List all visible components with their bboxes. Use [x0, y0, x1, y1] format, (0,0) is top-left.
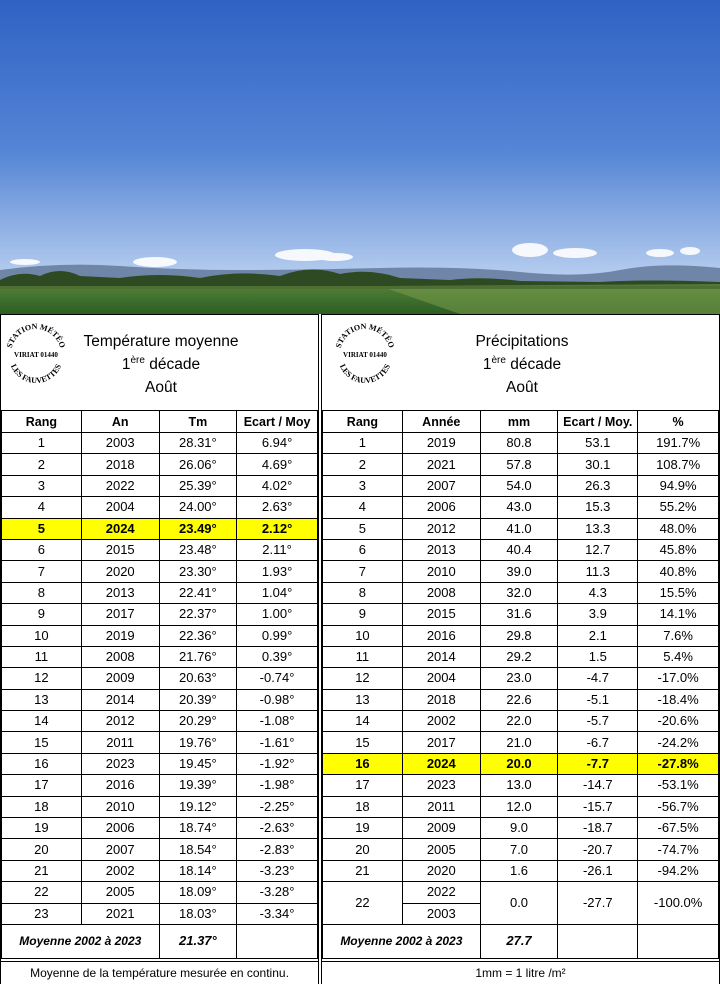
year-cell: 2008	[402, 582, 480, 603]
mm-cell: 57.8	[480, 454, 558, 475]
percent-cell: -56.7%	[638, 796, 719, 817]
stamp-line-3: LES FAUVETTES	[337, 362, 393, 386]
rank-cell: 1	[2, 433, 82, 454]
table-row	[2, 433, 318, 454]
mm-cell: 40.4	[480, 539, 558, 560]
year-cell: 2009	[81, 668, 159, 689]
percent-cell: 94.9%	[638, 475, 719, 496]
year-cell: 2014	[402, 646, 480, 667]
ecart-cell: -3.28°	[237, 882, 318, 903]
ecart-cell: -3.23°	[237, 860, 318, 881]
ecart-cell: -7.7	[558, 753, 638, 774]
year-cell: 2012	[402, 518, 480, 539]
ecart-cell: -2.83°	[237, 839, 318, 860]
year-cell: 2017	[81, 604, 159, 625]
table-row	[2, 454, 318, 475]
table-row	[323, 732, 719, 753]
tm-cell: 21.76°	[159, 646, 237, 667]
rank-cell: 4	[2, 497, 82, 518]
mm-cell: 54.0	[480, 475, 558, 496]
rank-cell: 3	[2, 475, 82, 496]
tm-cell: 24.00°	[159, 497, 237, 518]
tm-cell: 23.48°	[159, 539, 237, 560]
ecart-cell: 2.11°	[237, 539, 318, 560]
average-value: 21.37°	[159, 924, 237, 958]
rank-cell: 4	[323, 497, 403, 518]
table-row	[2, 903, 318, 924]
table-row	[2, 732, 318, 753]
year-cell: 2009	[402, 818, 480, 839]
percent-cell: -100.0%	[638, 882, 719, 925]
rank-cell: 9	[323, 604, 403, 625]
tm-cell: 18.74°	[159, 818, 237, 839]
year-cell: 2007	[402, 475, 480, 496]
ecart-cell: -1.08°	[237, 711, 318, 732]
tm-cell: 25.39°	[159, 475, 237, 496]
year-cell: 2011	[81, 732, 159, 753]
year-cell: 2018	[402, 689, 480, 710]
tm-cell: 20.39°	[159, 689, 237, 710]
year-cell: 2018	[81, 454, 159, 475]
year-cell: 2003	[402, 903, 480, 924]
ecart-cell: 30.1	[558, 454, 638, 475]
table-row	[323, 539, 719, 560]
percent-cell: 55.2%	[638, 497, 719, 518]
temperature-panel	[0, 314, 319, 984]
table-row	[323, 518, 719, 539]
mm-cell: 29.8	[480, 625, 558, 646]
tm-cell: 19.12°	[159, 796, 237, 817]
column-header-percent: %	[638, 411, 719, 433]
table-row	[323, 668, 719, 689]
temperature-table	[1, 410, 318, 959]
ecart-cell: -1.92°	[237, 753, 318, 774]
percent-cell: -24.2%	[638, 732, 719, 753]
temperature-decade: 1ère décade	[121, 354, 201, 373]
ecart-cell: -5.1	[558, 689, 638, 710]
year-cell: 2010	[402, 561, 480, 582]
ecart-cell: 2.12°	[237, 518, 318, 539]
year-cell: 2015	[81, 539, 159, 560]
year-cell: 2021	[81, 903, 159, 924]
tm-cell: 19.39°	[159, 775, 237, 796]
ecart-cell: -18.7	[558, 818, 638, 839]
table-row	[2, 475, 318, 496]
ecart-cell: -1.98°	[237, 775, 318, 796]
mm-cell: 39.0	[480, 561, 558, 582]
column-header-mm: mm	[480, 411, 558, 433]
percent-cell: -20.6%	[638, 711, 719, 732]
year-cell: 2006	[402, 497, 480, 518]
percent-cell: -67.5%	[638, 818, 719, 839]
rank-cell: 1	[323, 433, 403, 454]
ecart-cell: 0.39°	[237, 646, 318, 667]
rank-cell: 6	[2, 539, 82, 560]
tm-cell: 19.45°	[159, 753, 237, 774]
average-value: 27.7	[480, 924, 558, 958]
stamp-line-1: STATION MÉTÉO	[333, 321, 397, 349]
mm-cell: 31.6	[480, 604, 558, 625]
percent-cell: -27.8%	[638, 753, 719, 774]
percent-cell: 7.6%	[638, 625, 719, 646]
ecart-cell: 4.3	[558, 582, 638, 603]
rank-cell: 10	[2, 625, 82, 646]
ecart-cell: 1.00°	[237, 604, 318, 625]
year-cell: 2023	[81, 753, 159, 774]
ecart-cell: -15.7	[558, 796, 638, 817]
table-row	[323, 561, 719, 582]
rank-cell: 8	[2, 582, 82, 603]
rank-cell: 14	[323, 711, 403, 732]
year-cell: 2006	[81, 818, 159, 839]
rank-cell: 6	[323, 539, 403, 560]
year-cell: 2019	[402, 433, 480, 454]
average-label: Moyenne 2002 à 2023	[323, 924, 481, 958]
rank-cell: 17	[323, 775, 403, 796]
station-stamp-icon	[332, 320, 398, 386]
column-header-rank: Rang	[323, 411, 403, 433]
table-row	[2, 882, 318, 903]
svg-text:LES FAUVETTES	[338, 362, 392, 385]
rank-cell: 5	[323, 518, 403, 539]
ecart-cell: 2.63°	[237, 497, 318, 518]
mm-cell: 7.0	[480, 839, 558, 860]
ecart-cell: 26.3	[558, 475, 638, 496]
precipitation-title: Précipitations	[475, 333, 569, 350]
mm-cell: 12.0	[480, 796, 558, 817]
year-cell: 2022	[81, 475, 159, 496]
percent-cell: 15.5%	[638, 582, 719, 603]
year-cell: 2013	[81, 582, 159, 603]
rank-cell: 2	[323, 454, 403, 475]
year-cell: 2002	[81, 860, 159, 881]
ecart-cell: -5.7	[558, 711, 638, 732]
year-cell: 2023	[402, 775, 480, 796]
ecart-cell: 3.9	[558, 604, 638, 625]
table-row	[323, 625, 719, 646]
table-row	[2, 753, 318, 774]
year-cell: 2020	[402, 860, 480, 881]
percent-cell: -74.7%	[638, 839, 719, 860]
table-row	[323, 604, 719, 625]
ecart-cell: -1.61°	[237, 732, 318, 753]
tm-cell: 28.31°	[159, 433, 237, 454]
mm-cell: 80.8	[480, 433, 558, 454]
ecart-cell: -20.7	[558, 839, 638, 860]
ecart-cell: 15.3	[558, 497, 638, 518]
rank-cell: 23	[2, 903, 82, 924]
stamp-line-3: LES FAUVETTES	[8, 362, 64, 386]
tm-cell: 19.76°	[159, 732, 237, 753]
precipitation-month: Août	[506, 379, 538, 396]
stamp-line-2: VIRIAT 01440	[343, 351, 387, 359]
mm-cell: 29.2	[480, 646, 558, 667]
rank-cell: 15	[2, 732, 82, 753]
ecart-cell: -26.1	[558, 860, 638, 881]
ecart-cell: -27.7	[558, 882, 638, 925]
rank-cell: 20	[2, 839, 82, 860]
year-cell: 2024	[402, 753, 480, 774]
rank-cell: 21	[2, 860, 82, 881]
rank-cell: 11	[323, 646, 403, 667]
tm-cell: 18.14°	[159, 860, 237, 881]
table-row	[2, 582, 318, 603]
ecart-cell: -4.7	[558, 668, 638, 689]
year-cell: 2004	[402, 668, 480, 689]
table-row	[2, 796, 318, 817]
mm-cell: 1.6	[480, 860, 558, 881]
table-row	[323, 433, 719, 454]
percent-cell: 14.1%	[638, 604, 719, 625]
year-cell: 2020	[81, 561, 159, 582]
year-cell: 2015	[402, 604, 480, 625]
column-header-rank: Rang	[2, 411, 82, 433]
percent-cell: -53.1%	[638, 775, 719, 796]
year-cell: 2013	[402, 539, 480, 560]
year-cell: 2002	[402, 711, 480, 732]
rank-cell: 7	[323, 561, 403, 582]
table-row	[2, 518, 318, 539]
ecart-cell: -0.74°	[237, 668, 318, 689]
year-cell: 2021	[402, 454, 480, 475]
svg-text:STATION MÉTÉO	[5, 322, 67, 349]
temperature-title: Température moyenne	[83, 333, 239, 350]
table-row	[2, 646, 318, 667]
tm-cell: 18.09°	[159, 882, 237, 903]
rank-cell: 20	[323, 839, 403, 860]
ecart-cell: 1.5	[558, 646, 638, 667]
year-cell: 2019	[81, 625, 159, 646]
rank-cell: 3	[323, 475, 403, 496]
table-row	[323, 839, 719, 860]
svg-text:LES FAUVETTES	[9, 362, 63, 385]
table-row	[2, 839, 318, 860]
rank-cell: 16	[323, 753, 403, 774]
mm-cell: 41.0	[480, 518, 558, 539]
rank-cell: 22	[2, 882, 82, 903]
ecart-cell: -0.98°	[237, 689, 318, 710]
year-cell: 2005	[402, 839, 480, 860]
rank-cell: 9	[2, 604, 82, 625]
ecart-cell: 0.99°	[237, 625, 318, 646]
column-header-tm: Tm	[159, 411, 237, 433]
rank-cell: 12	[2, 668, 82, 689]
stamp-line-2: VIRIAT 01440	[14, 351, 58, 359]
year-cell: 2017	[402, 732, 480, 753]
ecart-cell: 12.7	[558, 539, 638, 560]
table-row	[2, 711, 318, 732]
ecart-cell: 6.94°	[237, 433, 318, 454]
table-row	[2, 818, 318, 839]
percent-cell: -17.0%	[638, 668, 719, 689]
tm-cell: 22.41°	[159, 582, 237, 603]
ecart-cell: -6.7	[558, 732, 638, 753]
mm-cell: 22.6	[480, 689, 558, 710]
table-row	[2, 689, 318, 710]
table-row	[323, 475, 719, 496]
table-row	[2, 625, 318, 646]
precipitation-panel	[321, 314, 720, 984]
year-cell: 2012	[81, 711, 159, 732]
table-row	[2, 561, 318, 582]
percent-cell: -18.4%	[638, 689, 719, 710]
year-cell: 2008	[81, 646, 159, 667]
rank-cell: 19	[323, 818, 403, 839]
average-label: Moyenne 2002 à 2023	[2, 924, 160, 958]
year-cell: 2011	[402, 796, 480, 817]
mm-cell: 22.0	[480, 711, 558, 732]
temperature-average-row	[2, 924, 318, 958]
tm-cell: 18.54°	[159, 839, 237, 860]
ecart-cell: 11.3	[558, 561, 638, 582]
tm-cell: 22.37°	[159, 604, 237, 625]
table-row	[323, 454, 719, 475]
year-cell: 2003	[81, 433, 159, 454]
table-row	[323, 796, 719, 817]
column-header-year: An	[81, 411, 159, 433]
column-header-ecart: Ecart / Moy	[237, 411, 318, 433]
rank-cell: 21	[323, 860, 403, 881]
mm-cell: 20.0	[480, 753, 558, 774]
table-row	[2, 860, 318, 881]
stamp-line-1: STATION MÉTÉO	[4, 321, 68, 349]
ecart-cell: 53.1	[558, 433, 638, 454]
mm-cell: 0.0	[480, 882, 558, 925]
year-cell: 2007	[81, 839, 159, 860]
ecart-cell: -2.63°	[237, 818, 318, 839]
tm-cell: 23.30°	[159, 561, 237, 582]
ecart-cell: 1.93°	[237, 561, 318, 582]
table-row	[323, 753, 719, 774]
ecart-cell: -3.34°	[237, 903, 318, 924]
table-row	[2, 539, 318, 560]
table-row	[323, 775, 719, 796]
table-row	[323, 711, 719, 732]
table-row	[2, 497, 318, 518]
tm-cell: 23.49°	[159, 518, 237, 539]
rank-cell: 7	[2, 561, 82, 582]
mm-cell: 9.0	[480, 818, 558, 839]
svg-text:STATION MÉTÉO	[334, 322, 396, 349]
mm-cell: 23.0	[480, 668, 558, 689]
rank-cell: 5	[2, 518, 82, 539]
percent-cell: 48.0%	[638, 518, 719, 539]
precipitation-decade: 1ère décade	[482, 354, 562, 373]
year-cell: 2010	[81, 796, 159, 817]
percent-cell: 40.8%	[638, 561, 719, 582]
percent-cell: 108.7%	[638, 454, 719, 475]
year-cell: 2016	[402, 625, 480, 646]
table-row	[323, 582, 719, 603]
mm-cell: 13.0	[480, 775, 558, 796]
rank-cell: 14	[2, 711, 82, 732]
landscape-photo	[0, 0, 720, 314]
year-cell: 2016	[81, 775, 159, 796]
rank-cell: 19	[2, 818, 82, 839]
column-header-ecart: Ecart / Moy.	[558, 411, 638, 433]
year-cell: 2005	[81, 882, 159, 903]
precipitation-table	[322, 410, 719, 959]
precipitation-title-block	[392, 330, 652, 399]
rank-cell: 10	[323, 625, 403, 646]
ecart-cell: 4.02°	[237, 475, 318, 496]
ecart-cell: -2.25°	[237, 796, 318, 817]
ecart-cell: 2.1	[558, 625, 638, 646]
ecart-cell: 1.04°	[237, 582, 318, 603]
table-row	[2, 775, 318, 796]
tm-cell: 20.63°	[159, 668, 237, 689]
mm-cell: 21.0	[480, 732, 558, 753]
mm-cell: 43.0	[480, 497, 558, 518]
table-row	[323, 689, 719, 710]
rank-cell: 17	[2, 775, 82, 796]
column-header-year: Année	[402, 411, 480, 433]
precipitation-last-row	[323, 882, 719, 903]
rank-cell: 12	[323, 668, 403, 689]
table-row	[323, 818, 719, 839]
tm-cell: 26.06°	[159, 454, 237, 475]
temperature-header	[1, 314, 318, 410]
ecart-cell: 4.69°	[237, 454, 318, 475]
tm-cell: 20.29°	[159, 711, 237, 732]
temperature-note: Moyenne de la température mesurée en continu.	[1, 961, 318, 984]
rank-cell: 8	[323, 582, 403, 603]
table-row	[2, 668, 318, 689]
ecart-cell: 13.3	[558, 518, 638, 539]
table-row	[323, 646, 719, 667]
percent-cell: 5.4%	[638, 646, 719, 667]
percent-cell: 45.8%	[638, 539, 719, 560]
year-cell: 2022	[402, 882, 480, 903]
rank-cell: 13	[2, 689, 82, 710]
precipitation-header	[322, 314, 719, 410]
rank-cell: 13	[323, 689, 403, 710]
temperature-month: Août	[145, 379, 177, 396]
station-stamp-icon	[3, 320, 69, 386]
ecart-cell: -14.7	[558, 775, 638, 796]
rank-cell: 16	[2, 753, 82, 774]
rank-cell: 15	[323, 732, 403, 753]
year-cell: 2004	[81, 497, 159, 518]
table-row	[323, 497, 719, 518]
percent-cell: 191.7%	[638, 433, 719, 454]
mm-cell: 32.0	[480, 582, 558, 603]
precipitation-note: 1mm = 1 litre /m²	[322, 961, 719, 984]
year-cell: 2014	[81, 689, 159, 710]
percent-cell: -94.2%	[638, 860, 719, 881]
year-cell: 2024	[81, 518, 159, 539]
rank-cell: 11	[2, 646, 82, 667]
rank-cell: 18	[2, 796, 82, 817]
tm-cell: 22.36°	[159, 625, 237, 646]
table-row	[323, 860, 719, 881]
precipitation-average-row	[323, 924, 719, 958]
rank-cell: 18	[323, 796, 403, 817]
tm-cell: 18.03°	[159, 903, 237, 924]
temperature-title-block	[71, 330, 251, 399]
rank-cell: 2	[2, 454, 82, 475]
table-row	[2, 604, 318, 625]
rank-cell: 22	[323, 882, 403, 925]
